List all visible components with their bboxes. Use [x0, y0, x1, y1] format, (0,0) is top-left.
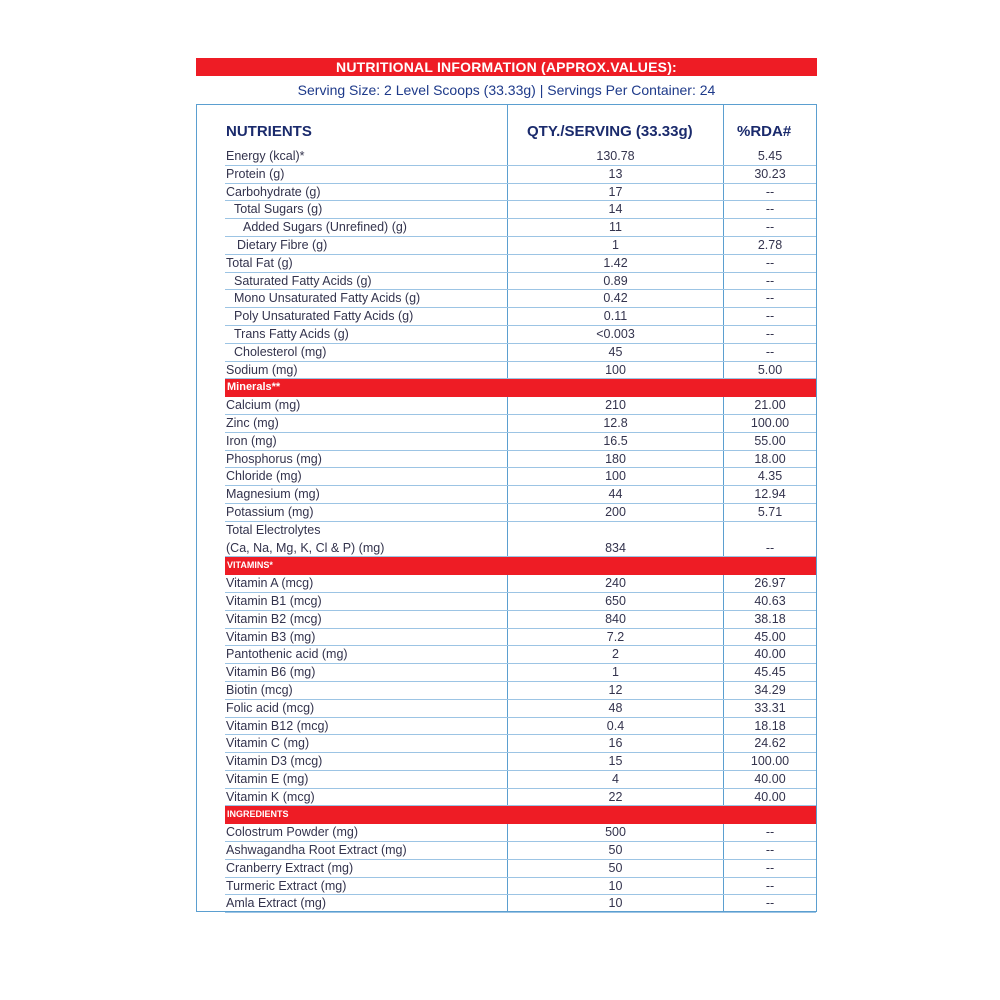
table-row	[197, 611, 816, 629]
row-qty: 0.4	[606, 718, 625, 733]
row-qty: 10	[608, 896, 623, 911]
table-row	[197, 700, 816, 718]
vitamin-rows	[197, 575, 816, 806]
row-name: Carbohydrate (g)	[226, 184, 321, 199]
row-name-line2: (Ca, Na, Mg, K, Cl & P) (mg)	[226, 540, 385, 555]
section-vitamins-label: VITAMINS*	[227, 560, 273, 571]
row-rda: 12.94	[754, 487, 786, 502]
table-row	[197, 237, 816, 255]
table-row	[197, 771, 816, 789]
row-name: Vitamin K (mcg)	[226, 789, 315, 804]
row-qty: 12	[608, 682, 623, 697]
row-name: Pantothenic acid (mg)	[226, 647, 348, 662]
row-rda: --	[765, 291, 775, 306]
section-ingredients-label: INGREDIENTS	[227, 809, 289, 820]
row-rda: 38.18	[754, 611, 786, 626]
row-qty: 13	[608, 166, 623, 181]
row-qty: 834	[605, 540, 626, 555]
serving-info: Serving Size: 2 Level Scoops (33.33g) | Servings Per Container: 24	[297, 82, 716, 98]
row-qty: 500	[605, 825, 626, 840]
nutrient-rows	[197, 148, 816, 379]
row-rda: 5.71	[757, 504, 783, 519]
row-name: Sodium (mg)	[226, 362, 298, 377]
row-name: Energy (kcal)*	[226, 149, 305, 163]
row-rda: 4.35	[757, 469, 783, 484]
table-row	[197, 362, 816, 380]
row-qty: 0.89	[603, 273, 628, 288]
ingredient-rows	[197, 824, 816, 913]
nutrition-table	[196, 104, 817, 912]
row-qty: 1.42	[603, 255, 628, 270]
mineral-rows	[197, 397, 816, 522]
row-name: Poly Unsaturated Fatty Acids (g)	[234, 309, 414, 324]
row-name: Vitamin B12 (mcg)	[226, 718, 329, 733]
table-row	[197, 860, 816, 878]
row-name: Cholesterol (mg)	[234, 344, 327, 359]
table-row	[197, 753, 816, 771]
row-rda: 21.00	[754, 398, 786, 413]
table-row	[197, 878, 816, 896]
table-row	[197, 166, 816, 184]
table-row	[197, 148, 816, 166]
row-qty: 0.11	[603, 309, 628, 324]
row-name: Added Sugars (Unrefined) (g)	[243, 220, 407, 235]
row-qty: 15	[608, 754, 623, 769]
row-qty: 240	[605, 576, 626, 591]
table-row	[197, 682, 816, 700]
table-row	[197, 201, 816, 219]
row-rda: 55.00	[754, 433, 786, 448]
table-row	[197, 415, 816, 433]
row-qty: 0.42	[603, 291, 628, 306]
header-rda: %RDA#	[737, 123, 792, 140]
row-qty: 1	[612, 237, 619, 252]
section-vitamins	[225, 557, 816, 575]
section-ingredients	[225, 806, 816, 824]
table-row	[197, 308, 816, 326]
table-row	[197, 290, 816, 308]
table-row	[197, 629, 816, 647]
row-name: Chloride (mg)	[226, 469, 302, 484]
row-name: Iron (mg)	[226, 433, 277, 448]
row-rda: --	[765, 344, 775, 359]
row-name: Phosphorus (mg)	[226, 451, 322, 466]
row-qty: 100	[605, 362, 626, 377]
row-name: Potassium (mg)	[226, 504, 314, 519]
row-qty: 45	[608, 344, 623, 359]
table-row	[197, 593, 816, 611]
row-rda: 40.00	[754, 771, 786, 786]
row-qty: 11	[609, 220, 622, 235]
row-rda: --	[765, 860, 775, 875]
table-row	[197, 255, 816, 273]
row-rda: --	[765, 220, 775, 235]
row-qty: 200	[605, 504, 626, 519]
table-row	[197, 451, 816, 469]
row-name: Trans Fatty Acids (g)	[234, 326, 349, 341]
row-name-line1: Total Electrolytes	[226, 522, 321, 537]
row-name: Zinc (mg)	[226, 415, 279, 430]
row-name: Vitamin E (mg)	[226, 771, 309, 786]
row-qty: 10	[608, 878, 623, 893]
table-row	[197, 824, 816, 842]
section-minerals	[225, 379, 816, 397]
row-qty: 180	[605, 451, 626, 466]
row-rda: --	[765, 843, 775, 858]
row-rda: --	[765, 309, 775, 324]
table-row	[197, 575, 816, 593]
row-rda: 5.00	[757, 362, 783, 377]
row-name: Magnesium (mg)	[226, 487, 320, 502]
row-qty: 7.2	[606, 629, 625, 644]
table-row	[197, 664, 816, 682]
row-name: Vitamin D3 (mcg)	[226, 754, 323, 769]
row-rda: 40.00	[754, 789, 786, 804]
row-rda: 34.29	[754, 682, 786, 697]
row-qty: 650	[605, 593, 626, 608]
row-qty: 210	[605, 398, 626, 413]
row-qty: 840	[605, 611, 626, 626]
table-body	[197, 148, 816, 913]
row-name: Folic acid (mcg)	[226, 700, 315, 715]
table-row	[197, 718, 816, 736]
row-qty: 50	[608, 860, 623, 875]
row-name: Biotin (mcg)	[226, 682, 293, 697]
row-rda: 18.18	[754, 718, 786, 733]
row-qty: 50	[608, 843, 623, 858]
row-rda: 100.00	[750, 415, 790, 430]
row-rda: 5.45	[757, 149, 783, 163]
row-name: Vitamin B3 (mg)	[226, 629, 316, 644]
row-name: Vitamin B2 (mcg)	[226, 611, 322, 626]
table-row	[197, 344, 816, 362]
row-name: Colostrum Powder (mg)	[226, 825, 358, 840]
row-rda: 100.00	[750, 754, 790, 769]
table-row	[197, 184, 816, 202]
row-qty: 48	[608, 700, 623, 715]
row-rda: --	[765, 184, 775, 199]
table-row	[197, 468, 816, 486]
row-name: Amla Extract (mg)	[226, 896, 327, 911]
row-qty: 16	[608, 736, 623, 751]
row-rda: --	[765, 202, 775, 217]
row-name: Vitamin C (mg)	[226, 736, 310, 751]
header-qty: QTY./SERVING (33.33g)	[527, 123, 693, 140]
table-row	[197, 504, 816, 522]
row-rda: 45.45	[754, 665, 786, 680]
row-qty: 14	[608, 202, 623, 217]
row-rda: 33.31	[754, 700, 786, 715]
row-rda: 30.23	[754, 166, 786, 181]
row-qty: 4	[612, 771, 619, 786]
table-row	[197, 842, 816, 860]
row-rda: --	[765, 878, 775, 893]
header-nutrients: NUTRIENTS	[226, 123, 312, 140]
row-rda: 24.62	[754, 736, 786, 751]
row-name: Ashwagandha Root Extract (mg)	[226, 843, 407, 858]
section-minerals-label: Minerals**	[227, 381, 281, 394]
row-rda: 2.78	[757, 237, 783, 252]
row-qty: 100	[605, 469, 626, 484]
row-rda: 26.97	[754, 576, 786, 591]
table-row	[197, 326, 816, 344]
table-row	[197, 219, 816, 237]
row-rda: --	[765, 896, 775, 911]
row-name: Protein (g)	[226, 166, 285, 181]
row-name: Saturated Fatty Acids (g)	[234, 273, 372, 288]
row-rda: 45.00	[754, 629, 786, 644]
row-qty: 16.5	[603, 433, 628, 448]
row-qty: 12.8	[603, 415, 628, 430]
row-name: Total Fat (g)	[226, 255, 293, 270]
table-row	[197, 646, 816, 664]
row-rda: --	[765, 255, 775, 270]
table-row	[197, 895, 816, 913]
row-name: Total Sugars (g)	[234, 202, 323, 217]
row-rda: 18.00	[754, 451, 786, 466]
row-qty: 22	[608, 789, 623, 804]
table-row	[197, 273, 816, 291]
row-rda: 40.63	[754, 593, 786, 608]
row-qty: 44	[608, 487, 623, 502]
row-qty: 2	[612, 647, 619, 662]
title-bar: NUTRITIONAL INFORMATION (APPROX.VALUES):	[196, 58, 817, 76]
table-row	[197, 433, 816, 451]
row-name: Turmeric Extract (mg)	[226, 878, 347, 893]
row-rda: --	[765, 326, 775, 341]
row-rda: --	[765, 540, 775, 555]
row-rda: 40.00	[754, 647, 786, 662]
row-qty: 130.78	[596, 149, 635, 163]
row-name: Dietary Fibre (g)	[237, 237, 328, 252]
table-row	[197, 486, 816, 504]
row-name: Mono Unsaturated Fatty Acids (g)	[234, 291, 421, 306]
row-name: Vitamin A (mcg)	[226, 576, 314, 591]
row-name: Calcium (mg)	[226, 398, 301, 413]
row-qty: 17	[608, 184, 623, 199]
row-name	[226, 522, 384, 558]
table-row-electrolytes	[197, 522, 816, 558]
row-rda: --	[765, 825, 775, 840]
row-name: Cranberry Extract (mg)	[226, 860, 354, 875]
row-qty: 1	[612, 665, 619, 680]
table-row	[197, 397, 816, 415]
table-row	[197, 789, 816, 807]
row-name: Vitamin B1 (mcg)	[226, 593, 322, 608]
row-name: Vitamin B6 (mg)	[226, 665, 316, 680]
table-row	[197, 735, 816, 753]
row-qty: <0.003	[596, 326, 635, 341]
row-rda: --	[765, 273, 775, 288]
